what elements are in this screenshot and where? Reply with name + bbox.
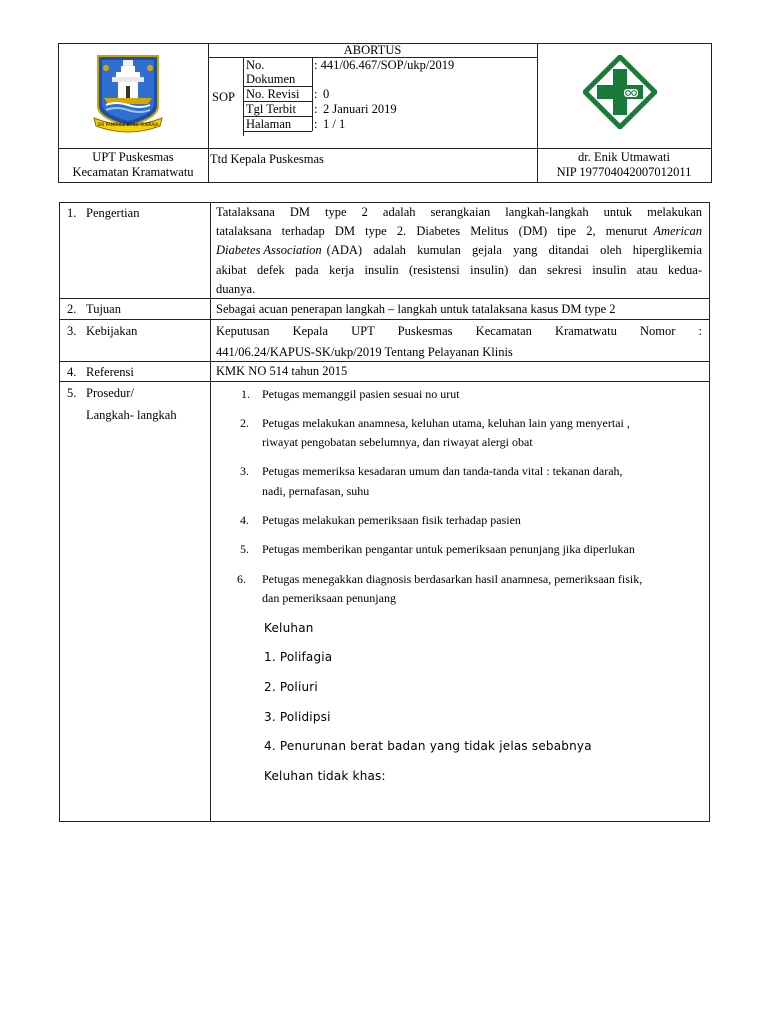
step-number: 1. [241, 387, 250, 401]
step-text: Petugas menegakkan diagnosis berdasarkan hasil anamnesa, pemeriksaan fisik, [262, 572, 643, 586]
header-border-bottom [58, 182, 712, 183]
keluhan-item: 3. Polidipsi [264, 710, 331, 724]
field-row-line [243, 131, 312, 132]
section-label-referensi: Referensi [86, 365, 134, 379]
pengertian-line3 [216, 243, 702, 257]
step-text: dan pemeriksaan penunjang [262, 591, 396, 605]
pengertian-line2-text: tatalaksana terhadap DM type 2. Diabetes Melitus (DM) tipe 2, menurut [216, 224, 648, 238]
logo-banner-text: SRI PANGULU BANG SUBRAJA [97, 122, 159, 127]
field-label-tgl-terbit: Tgl Terbit [246, 102, 296, 116]
section-num: 4. [67, 365, 77, 379]
step-number: 5. [240, 542, 249, 556]
pengertian-line2-italic: American [653, 224, 702, 238]
head-nip: NIP 197704042007012011 [556, 165, 692, 179]
field-label-revisi: No. Revisi [246, 87, 300, 101]
org-name-line1: UPT Puskesmas [92, 150, 174, 164]
step-text: Petugas melakukan pemeriksaan fisik terhadap pasien [262, 513, 521, 527]
keluhan-tidak-khas: Keluhan tidak khas: [264, 769, 386, 783]
referensi-text: KMK NO 514 tahun 2015 [216, 364, 348, 378]
field-sep-halaman: : [314, 117, 318, 131]
keluhan-item: 1. Polifagia [264, 650, 333, 664]
signature-label: Ttd Kepala Puskesmas [210, 152, 324, 166]
row-line [59, 319, 710, 320]
body-border-left [59, 202, 60, 821]
field-label-no: No. [246, 58, 265, 72]
body-border-top [59, 202, 710, 203]
section-label-prosedur: Prosedur/ [86, 386, 134, 400]
document-title: ABORTUS [343, 43, 402, 57]
section-label-tujuan: Tujuan [86, 302, 121, 316]
field-value-tgl-terbit: 2 Januari 2019 [323, 102, 397, 116]
tujuan-text: Sebagai acuan penerapan langkah – langkah untuk tatalaksana kasus DM type 2 [216, 302, 616, 316]
row-line [59, 298, 710, 299]
head-name: dr. Enik Utmawati [578, 150, 670, 164]
field-sep-tgl: : [314, 102, 318, 116]
section-label-kebijakan: Kebijakan [86, 324, 138, 338]
step-text: Petugas melakukan anamnesa, keluhan utama, keluhan lain yang menyertai , [262, 416, 630, 430]
step-number: 4. [240, 513, 249, 527]
kebijakan-line2: 441/06.24/KAPUS-SK/ukp/2019 Tentang Pelayanan Klinis [216, 345, 513, 359]
pengertian-line4: akibat defek pada kerja insulin (resistensi insulin) dan sekresi insulin atau kedua- [216, 263, 702, 277]
sop-col-divider [243, 57, 244, 136]
header-border-right [711, 43, 712, 182]
body-border-bottom [59, 821, 710, 822]
header-divider [58, 148, 712, 149]
keluhan-item: 4. Penurunan berat badan yang tidak jelas sebabnya [264, 739, 592, 753]
kebijakan-line1: Keputusan Kepala UPT Puskesmas Kecamatan Kramatwatu Nomor : [216, 324, 702, 338]
section-num: 2. [67, 302, 77, 316]
body-border-right [709, 202, 710, 821]
field-value-no-dokumen: : 441/06.467/SOP/ukp/2019 [314, 58, 455, 72]
pengertian-line5: duanya. [216, 282, 256, 296]
field-label-divider [312, 57, 313, 131]
section-num: 5. [67, 386, 77, 400]
field-sep-revisi: : [314, 87, 318, 101]
step-text: Petugas memanggil pasien sesuai no urut [262, 387, 460, 401]
step-text: riwayat pengobatan sebelumnya, dan riwayat alergi obat [262, 435, 533, 449]
keluhan-title: Keluhan [264, 621, 314, 635]
step-number: 2. [240, 416, 249, 430]
section-label-langkah: Langkah- langkah [86, 408, 177, 422]
puskesmas-logo [583, 55, 657, 129]
row-line [59, 381, 710, 382]
pengertian-line2 [216, 224, 702, 238]
section-num: 3. [67, 324, 77, 338]
field-value-halaman: 1 / 1 [323, 117, 346, 131]
body-col-divider [210, 202, 211, 821]
section-label-pengertian: Pengertian [86, 206, 140, 220]
org-name-line2: Kecamatan Kramatwatu [72, 165, 194, 179]
step-text: nadi, pernafasan, suhu [262, 484, 370, 498]
header-col-divider-1 [208, 43, 209, 182]
row-line [59, 361, 710, 362]
pengertian-line3-text: (ADA) adalah kumulan gejala yang ditandai oleh hiperglikemia [326, 243, 702, 257]
step-number: 3. [240, 464, 249, 478]
step-text: Petugas memberikan pengantar untuk pemeriksaan penunjang jika diperlukan [262, 542, 635, 556]
field-value-revisi: 0 [323, 87, 330, 101]
section-num: 1. [67, 206, 77, 220]
keluhan-item: 2. Poliuri [264, 680, 318, 694]
field-label-dokumen: Dokumen [246, 72, 296, 86]
pengertian-line3-italic: Diabetes Association [216, 243, 322, 257]
step-text: Petugas memeriksa kesadaran umum dan tanda-tanda vital : tekanan darah, [262, 464, 623, 478]
step-number: 6. [237, 572, 246, 586]
pengertian-line1: Tatalaksana DM type 2 adalah serangkaian langkah-langkah untuk melakukan [216, 205, 702, 219]
field-label-halaman: Halaman [246, 117, 292, 131]
sop-label: SOP [212, 90, 235, 104]
regency-logo [92, 52, 164, 134]
